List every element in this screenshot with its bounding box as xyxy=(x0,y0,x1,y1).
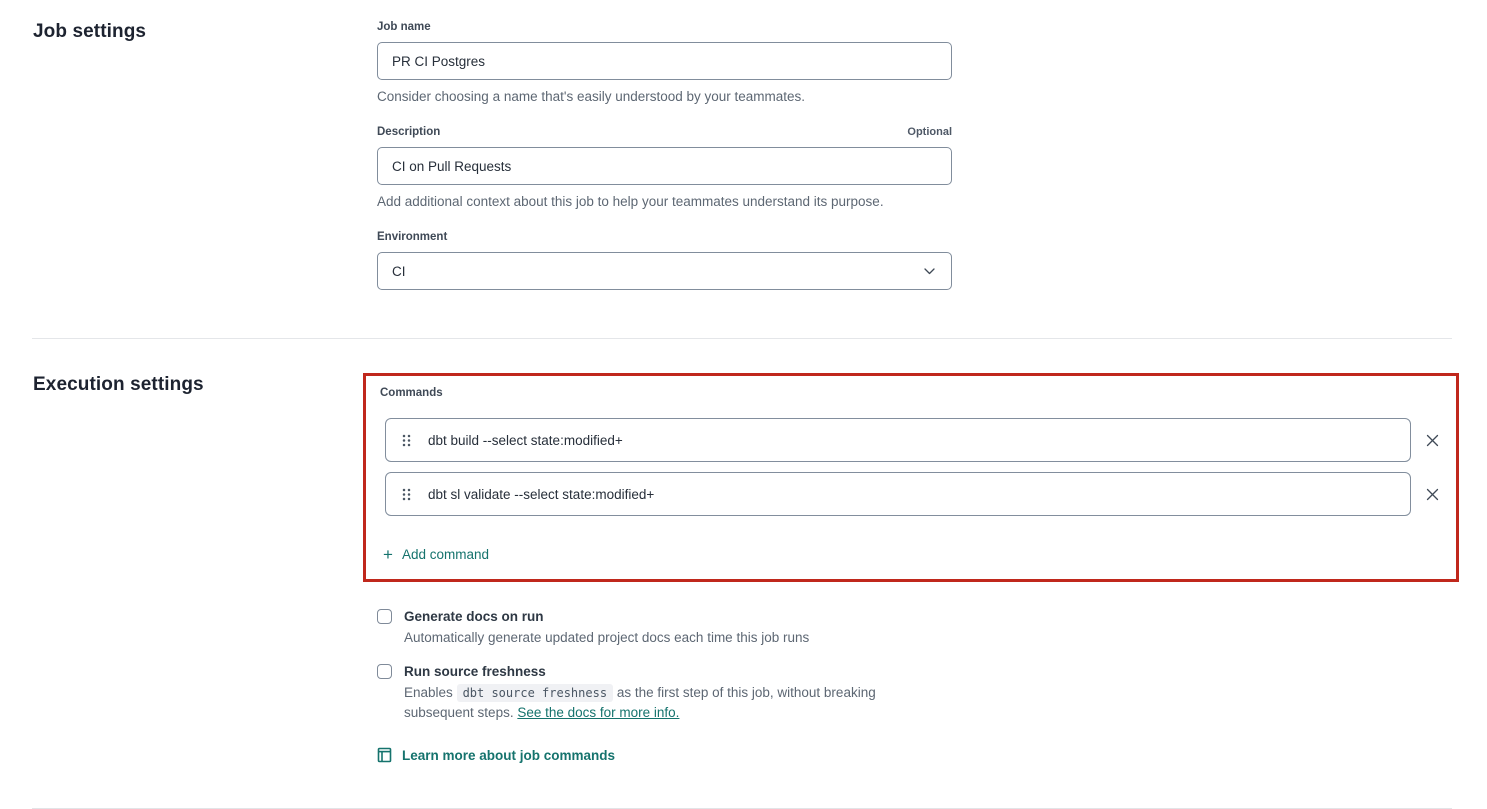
command-input-2[interactable] xyxy=(426,473,1410,515)
job-settings-section xyxy=(0,20,1487,290)
add-command-button[interactable] xyxy=(383,546,489,563)
job-settings-fields xyxy=(377,20,952,290)
close-icon xyxy=(1425,487,1440,502)
job-name-helper: Consider choosing a name that's easily understood by your teammates. xyxy=(377,89,806,104)
generate-docs-label: Generate docs on run xyxy=(404,609,544,625)
run-source-freshness-label: Run source freshness xyxy=(404,663,546,679)
description-input[interactable] xyxy=(377,147,952,185)
generate-docs-group xyxy=(377,608,1487,648)
generate-docs-text xyxy=(404,608,809,648)
learn-more-link[interactable] xyxy=(377,747,615,763)
environment-label: Environment xyxy=(377,231,448,244)
environment-select[interactable] xyxy=(377,252,952,290)
description-label-row xyxy=(377,125,952,139)
execution-settings-section xyxy=(0,373,1487,768)
book-icon xyxy=(377,747,392,763)
description-helper: Add additional context about this job to help your teammates understand its purpose. xyxy=(377,194,884,210)
commands-label: Commands xyxy=(380,387,443,400)
freshness-desc-part1: Enables xyxy=(404,684,453,700)
execution-settings-content xyxy=(344,373,1487,768)
run-source-freshness-group xyxy=(377,663,1487,724)
job-settings-heading: Job settings xyxy=(33,21,147,42)
description-label: Description xyxy=(377,126,441,139)
generate-docs-description: Automatically generate updated project docs each time this job runs xyxy=(404,630,810,646)
section-divider xyxy=(32,338,1452,339)
run-source-freshness-description xyxy=(404,683,939,724)
job-name-input[interactable] xyxy=(377,42,952,80)
remove-command-2-button[interactable] xyxy=(1422,484,1442,504)
description-group xyxy=(377,125,952,211)
command-input-2-wrap xyxy=(385,472,1411,516)
job-name-group xyxy=(377,20,952,106)
commands-annotation-box xyxy=(363,373,1459,582)
drag-handle-icon[interactable] xyxy=(402,434,411,447)
plus-icon: + xyxy=(383,545,393,565)
add-command-label: Add command xyxy=(401,547,489,563)
command-row xyxy=(385,418,1442,462)
chevron-down-icon xyxy=(924,268,935,275)
environment-group xyxy=(377,230,952,290)
close-icon xyxy=(1425,433,1440,448)
freshness-desc-part2: as the first step of this job, without breaking subsequent steps. xyxy=(404,684,876,720)
run-source-freshness-checkbox[interactable] xyxy=(377,664,392,679)
freshness-code-snippet: dbt source freshness xyxy=(457,684,614,702)
command-row xyxy=(385,472,1442,516)
execution-settings-heading-col xyxy=(0,373,344,397)
learn-more-label: Learn more about job commands xyxy=(402,747,616,763)
environment-selected-value: CI xyxy=(392,263,406,279)
remove-command-1-button[interactable] xyxy=(1422,430,1442,450)
run-source-freshness-text xyxy=(404,663,939,724)
job-settings-heading-col xyxy=(0,20,344,44)
command-input-1[interactable] xyxy=(426,419,1410,461)
job-name-label: Job name xyxy=(377,21,431,33)
generate-docs-checkbox[interactable] xyxy=(377,609,392,624)
execution-settings-heading: Execution settings xyxy=(33,374,204,396)
drag-handle-icon[interactable] xyxy=(402,488,411,501)
optional-badge: Optional xyxy=(907,126,952,139)
command-input-1-wrap xyxy=(385,418,1411,462)
see-docs-link[interactable]: See the docs for more info. xyxy=(517,704,680,720)
